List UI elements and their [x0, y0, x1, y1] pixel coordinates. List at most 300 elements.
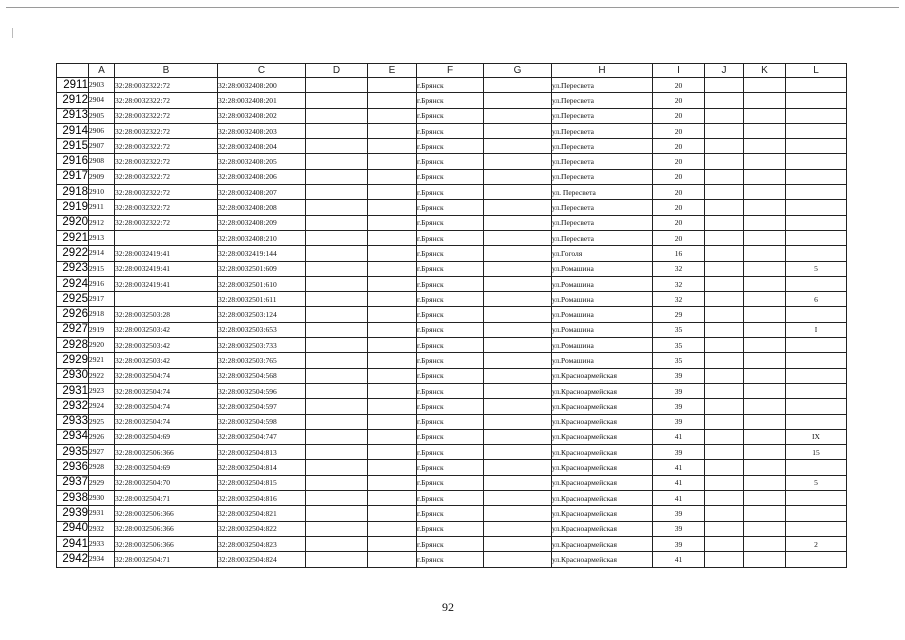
cell-j [705, 276, 744, 291]
table-row [57, 78, 847, 93]
scan-mark [12, 28, 13, 38]
cell-j [705, 123, 744, 138]
cell-g [484, 338, 552, 353]
cell-i: 20 [653, 200, 705, 215]
cell-b: 32:28:0032322:72 [115, 200, 218, 215]
cell-d [306, 185, 368, 200]
cell-d [306, 353, 368, 368]
cell-a: 2903 [89, 78, 115, 93]
cell-i: 39 [653, 368, 705, 383]
cell-l [786, 78, 847, 93]
cell-b: 32:28:0032419:41 [115, 276, 218, 291]
cell-a: 2930 [89, 491, 115, 506]
cell-h: ул.Ромашина [552, 261, 653, 276]
cell-f: г.Брянск [417, 460, 484, 475]
cell-e [368, 185, 417, 200]
cell-c: 32:28:0032504:747 [218, 429, 306, 444]
cell-k [744, 185, 786, 200]
cell-f: г.Брянск [417, 521, 484, 536]
cell-a: 2904 [89, 93, 115, 108]
cell-h: ул.Красноармейская [552, 445, 653, 460]
cell-e [368, 307, 417, 322]
cell-d [306, 123, 368, 138]
cell-d [306, 491, 368, 506]
cell-j [705, 307, 744, 322]
cell-h: ул.Красноармейская [552, 491, 653, 506]
cell-a: 2931 [89, 506, 115, 521]
cell-f: г.Брянск [417, 322, 484, 337]
cell-k [744, 491, 786, 506]
cell-h: ул.Красноармейская [552, 475, 653, 490]
table-row [57, 307, 847, 322]
row-number: 2918 [57, 185, 89, 200]
cell-b: 32:28:0032506:366 [115, 506, 218, 521]
cell-h: ул.Ромашина [552, 322, 653, 337]
cell-c: 32:28:0032504:597 [218, 399, 306, 414]
cell-b: 32:28:0032322:72 [115, 139, 218, 154]
cell-j [705, 246, 744, 261]
cell-i: 20 [653, 169, 705, 184]
row-number: 2931 [57, 383, 89, 398]
cell-k [744, 414, 786, 429]
cell-d [306, 139, 368, 154]
cell-d [306, 536, 368, 551]
cell-j [705, 185, 744, 200]
column-header-b: B [115, 64, 218, 78]
cell-c: 32:28:0032408:205 [218, 154, 306, 169]
cell-c: 32:28:0032504:821 [218, 506, 306, 521]
cell-d [306, 307, 368, 322]
cell-k [744, 292, 786, 307]
cell-f: г.Брянск [417, 414, 484, 429]
cell-i: 29 [653, 307, 705, 322]
row-number: 2929 [57, 353, 89, 368]
cell-b: 32:28:0032322:72 [115, 215, 218, 230]
cell-g [484, 185, 552, 200]
cell-c: 32:28:0032501:610 [218, 276, 306, 291]
cell-a: 2934 [89, 552, 115, 567]
table-row [57, 536, 847, 551]
cell-k [744, 78, 786, 93]
cell-f: г.Брянск [417, 383, 484, 398]
cell-g [484, 108, 552, 123]
cell-b [115, 230, 218, 245]
cell-f: г.Брянск [417, 78, 484, 93]
cell-i: 20 [653, 139, 705, 154]
cell-h: ул.Пересвета [552, 215, 653, 230]
cell-k [744, 261, 786, 276]
cell-e [368, 429, 417, 444]
row-number: 2937 [57, 475, 89, 490]
cell-e [368, 506, 417, 521]
cell-f: г.Брянск [417, 552, 484, 567]
cell-j [705, 154, 744, 169]
cell-f: г.Брянск [417, 261, 484, 276]
cell-h: ул.Красноармейская [552, 429, 653, 444]
cell-f: г.Брянск [417, 139, 484, 154]
row-number: 2938 [57, 491, 89, 506]
row-number: 2934 [57, 429, 89, 444]
cell-e [368, 93, 417, 108]
cell-e [368, 536, 417, 551]
cell-e [368, 353, 417, 368]
cell-c: 32:28:0032408:207 [218, 185, 306, 200]
cell-i: 41 [653, 475, 705, 490]
cell-i: 20 [653, 108, 705, 123]
row-number: 2916 [57, 154, 89, 169]
cell-b: 32:28:0032506:366 [115, 521, 218, 536]
cell-a: 2927 [89, 445, 115, 460]
table-row [57, 491, 847, 506]
cell-j [705, 261, 744, 276]
cell-d [306, 215, 368, 230]
cell-l [786, 307, 847, 322]
cell-i: 39 [653, 383, 705, 398]
cell-i: 39 [653, 414, 705, 429]
cell-k [744, 368, 786, 383]
table-row [57, 429, 847, 444]
table-row [57, 93, 847, 108]
cell-l [786, 139, 847, 154]
cell-e [368, 108, 417, 123]
cell-b: 32:28:0032503:42 [115, 338, 218, 353]
cell-k [744, 536, 786, 551]
cell-b: 32:28:0032504:74 [115, 414, 218, 429]
cell-k [744, 230, 786, 245]
row-number: 2919 [57, 200, 89, 215]
cell-j [705, 521, 744, 536]
column-header-d: D [306, 64, 368, 78]
cell-b: 32:28:0032504:71 [115, 491, 218, 506]
cell-b: 32:28:0032322:72 [115, 78, 218, 93]
cell-c: 32:28:0032504:822 [218, 521, 306, 536]
cell-i: 39 [653, 445, 705, 460]
cell-a: 2917 [89, 292, 115, 307]
cell-j [705, 93, 744, 108]
cell-c: 32:28:0032504:824 [218, 552, 306, 567]
cell-a: 2908 [89, 154, 115, 169]
row-number: 2940 [57, 521, 89, 536]
cell-k [744, 123, 786, 138]
cell-k [744, 506, 786, 521]
cell-k [744, 215, 786, 230]
corner-header [57, 64, 89, 78]
cell-f: г.Брянск [417, 215, 484, 230]
cell-d [306, 276, 368, 291]
cell-f: г.Брянск [417, 368, 484, 383]
table-row [57, 185, 847, 200]
cell-e [368, 123, 417, 138]
cell-f: г.Брянск [417, 200, 484, 215]
cell-h: ул.Красноармейская [552, 399, 653, 414]
table-row [57, 154, 847, 169]
cell-h: ул.Гоголя [552, 246, 653, 261]
column-header-l: L [786, 64, 847, 78]
cell-h: ул.Пересвета [552, 93, 653, 108]
cell-k [744, 246, 786, 261]
cell-c: 32:28:0032408:210 [218, 230, 306, 245]
cell-j [705, 230, 744, 245]
cell-c: 32:28:0032501:609 [218, 261, 306, 276]
row-number: 2930 [57, 368, 89, 383]
cell-b: 32:28:0032504:71 [115, 552, 218, 567]
cell-i: 20 [653, 123, 705, 138]
table-row [57, 108, 847, 123]
table-row [57, 521, 847, 536]
table-row [57, 292, 847, 307]
cell-f: г.Брянск [417, 185, 484, 200]
cell-e [368, 215, 417, 230]
cell-g [484, 536, 552, 551]
cell-d [306, 246, 368, 261]
cell-f: г.Брянск [417, 445, 484, 460]
cell-b: 32:28:0032504:69 [115, 460, 218, 475]
cell-c: 32:28:0032504:815 [218, 475, 306, 490]
cell-f: г.Брянск [417, 230, 484, 245]
cell-g [484, 154, 552, 169]
cell-e [368, 154, 417, 169]
cell-d [306, 399, 368, 414]
cell-c: 32:28:0032408:202 [218, 108, 306, 123]
cell-a: 2910 [89, 185, 115, 200]
cell-l [786, 399, 847, 414]
cell-b: 32:28:0032506:366 [115, 445, 218, 460]
column-header-c: C [218, 64, 306, 78]
cell-a: 2911 [89, 200, 115, 215]
cell-g [484, 123, 552, 138]
cell-h: ул.Ромашина [552, 338, 653, 353]
cell-f: г.Брянск [417, 353, 484, 368]
column-header-f: F [417, 64, 484, 78]
table-row [57, 230, 847, 245]
cell-l: 5 [786, 261, 847, 276]
cell-l [786, 491, 847, 506]
cell-d [306, 383, 368, 398]
cell-g [484, 200, 552, 215]
cell-l [786, 200, 847, 215]
table-row [57, 368, 847, 383]
row-number: 2935 [57, 445, 89, 460]
cell-f: г.Брянск [417, 169, 484, 184]
cell-i: 20 [653, 185, 705, 200]
cell-d [306, 445, 368, 460]
cell-g [484, 322, 552, 337]
cell-e [368, 139, 417, 154]
cell-l [786, 552, 847, 567]
cell-g [484, 460, 552, 475]
cell-l [786, 169, 847, 184]
cell-j [705, 353, 744, 368]
cell-g [484, 230, 552, 245]
cell-j [705, 200, 744, 215]
cell-j [705, 536, 744, 551]
cell-c: 32:28:0032408:201 [218, 93, 306, 108]
table-row [57, 338, 847, 353]
cell-d [306, 506, 368, 521]
cell-f: г.Брянск [417, 338, 484, 353]
cell-f: г.Брянск [417, 93, 484, 108]
cell-f: г.Брянск [417, 108, 484, 123]
cell-c: 32:28:0032408:204 [218, 139, 306, 154]
cell-l [786, 123, 847, 138]
cell-b: 32:28:0032503:28 [115, 307, 218, 322]
cell-c: 32:28:0032504:568 [218, 368, 306, 383]
cell-j [705, 78, 744, 93]
cell-a: 2928 [89, 460, 115, 475]
cell-i: 39 [653, 506, 705, 521]
cell-f: г.Брянск [417, 246, 484, 261]
cell-b: 32:28:0032506:366 [115, 536, 218, 551]
cell-b: 32:28:0032322:72 [115, 169, 218, 184]
cell-h: ул.Красноармейская [552, 536, 653, 551]
cell-e [368, 460, 417, 475]
row-number: 2933 [57, 414, 89, 429]
cell-j [705, 215, 744, 230]
cell-h: ул.Пересвета [552, 154, 653, 169]
cell-a: 2920 [89, 338, 115, 353]
cell-d [306, 460, 368, 475]
cell-l [786, 506, 847, 521]
cell-g [484, 368, 552, 383]
row-number: 2936 [57, 460, 89, 475]
cell-c: 32:28:0032504:814 [218, 460, 306, 475]
cell-c: 32:28:0032504:813 [218, 445, 306, 460]
cell-l [786, 460, 847, 475]
row-number: 2928 [57, 338, 89, 353]
cell-e [368, 521, 417, 536]
row-number: 2915 [57, 139, 89, 154]
cell-d [306, 93, 368, 108]
cell-k [744, 475, 786, 490]
cell-k [744, 200, 786, 215]
row-number: 2932 [57, 399, 89, 414]
cell-f: г.Брянск [417, 429, 484, 444]
row-number: 2924 [57, 276, 89, 291]
cell-a: 2923 [89, 383, 115, 398]
cell-d [306, 108, 368, 123]
cell-i: 32 [653, 261, 705, 276]
cell-g [484, 506, 552, 521]
cell-i: 32 [653, 292, 705, 307]
cell-g [484, 445, 552, 460]
cell-a: 2922 [89, 368, 115, 383]
cell-h: ул.Красноармейская [552, 414, 653, 429]
column-header-h: H [552, 64, 653, 78]
row-number: 2941 [57, 536, 89, 551]
cell-e [368, 552, 417, 567]
cell-g [484, 93, 552, 108]
cell-h: ул.Красноармейская [552, 506, 653, 521]
cell-g [484, 276, 552, 291]
cell-f: г.Брянск [417, 123, 484, 138]
cell-b: 32:28:0032504:74 [115, 399, 218, 414]
cell-i: 35 [653, 322, 705, 337]
table-row [57, 475, 847, 490]
cell-g [484, 429, 552, 444]
cell-k [744, 521, 786, 536]
page-number: 92 [442, 600, 454, 614]
row-number: 2926 [57, 307, 89, 322]
cell-g [484, 139, 552, 154]
cell-c: 32:28:0032408:203 [218, 123, 306, 138]
cell-e [368, 292, 417, 307]
cell-f: г.Брянск [417, 536, 484, 551]
cell-d [306, 292, 368, 307]
cell-f: г.Брянск [417, 491, 484, 506]
cell-h: ул.Пересвета [552, 108, 653, 123]
cell-c: 32:28:0032504:596 [218, 383, 306, 398]
cell-l [786, 108, 847, 123]
table-row [57, 200, 847, 215]
cell-l [786, 338, 847, 353]
table-row [57, 353, 847, 368]
cell-h: ул.Красноармейская [552, 383, 653, 398]
cell-a: 2905 [89, 108, 115, 123]
table-row [57, 246, 847, 261]
cell-l [786, 368, 847, 383]
cell-l [786, 230, 847, 245]
cell-j [705, 491, 744, 506]
cell-i: 35 [653, 353, 705, 368]
cell-k [744, 139, 786, 154]
cell-k [744, 445, 786, 460]
cell-f: г.Брянск [417, 506, 484, 521]
cell-i: 41 [653, 429, 705, 444]
cell-a: 2925 [89, 414, 115, 429]
cell-d [306, 169, 368, 184]
cell-e [368, 261, 417, 276]
cell-l [786, 383, 847, 398]
cell-j [705, 139, 744, 154]
cell-b: 32:28:0032503:42 [115, 353, 218, 368]
row-number: 2920 [57, 215, 89, 230]
row-number: 2923 [57, 261, 89, 276]
cell-a: 2906 [89, 123, 115, 138]
cell-d [306, 338, 368, 353]
cell-f: г.Брянск [417, 292, 484, 307]
cell-h: ул.Ромашина [552, 353, 653, 368]
cell-h: ул.Пересвета [552, 123, 653, 138]
cell-l: 5 [786, 475, 847, 490]
cell-e [368, 475, 417, 490]
cell-e [368, 169, 417, 184]
row-number: 2927 [57, 322, 89, 337]
cell-c: 32:28:0032419:144 [218, 246, 306, 261]
cell-i: 20 [653, 230, 705, 245]
column-header-row [57, 64, 847, 78]
cell-j [705, 108, 744, 123]
row-number: 2925 [57, 292, 89, 307]
cell-b: 32:28:0032419:41 [115, 246, 218, 261]
cell-j [705, 383, 744, 398]
cell-l: 15 [786, 445, 847, 460]
cell-a: 2912 [89, 215, 115, 230]
cell-i: 20 [653, 93, 705, 108]
cell-i: 20 [653, 78, 705, 93]
cell-g [484, 399, 552, 414]
cell-c: 32:28:0032503:124 [218, 307, 306, 322]
cell-k [744, 399, 786, 414]
cell-e [368, 414, 417, 429]
cell-l: IX [786, 429, 847, 444]
table-row [57, 123, 847, 138]
cell-a: 2929 [89, 475, 115, 490]
cell-j [705, 475, 744, 490]
cell-d [306, 552, 368, 567]
cell-d [306, 429, 368, 444]
cell-e [368, 200, 417, 215]
column-header-g: G [484, 64, 552, 78]
